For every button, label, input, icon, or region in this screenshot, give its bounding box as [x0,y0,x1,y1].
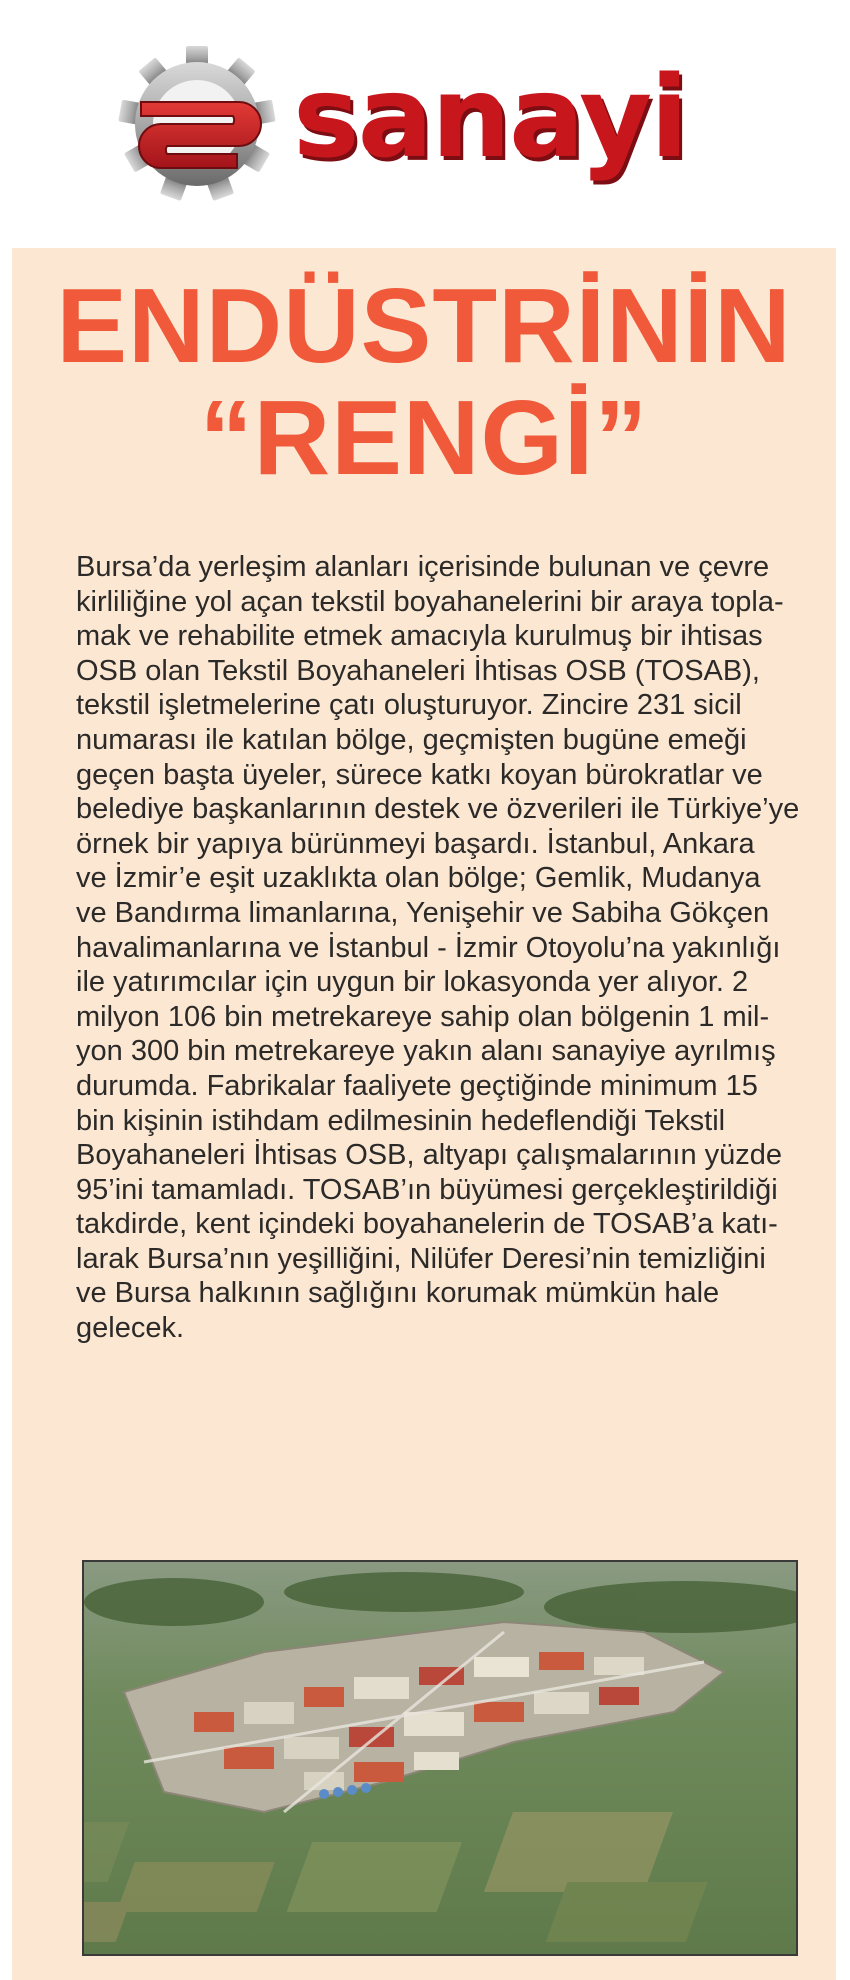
body-line: takdirde, kent içindeki boyahanelerin de TOSAB’a katı- [76,1208,778,1241]
body-line: gelecek. [76,1312,185,1345]
gear-s-logo-icon [115,42,280,207]
body-line: numarası ile katılan bölge, geçmişten bugüne emeği [76,723,747,756]
masthead [115,42,735,207]
body-line: yon 300 bin metrekareye yakın alanı sanayiye ayrılmış [76,1035,776,1068]
body-line: Bursa’da yerleşim alanları içerisinde bulunan ve çevre [76,551,770,583]
headline-line-1: ENDÜSTRİNİN [56,267,792,385]
article-body [76,550,800,1346]
body-line: kirliliğine yol açan tekstil boyahanelerini bir araya topla- [76,585,784,618]
brand-name: sanayi [293,53,687,183]
body-line: Boyahaneleri İhtisas OSB, altyapı çalışmalarının yüzde [76,1139,783,1172]
body-line: havalimanlarına ve İstanbul - İzmir Otoyolu’na yakınlığı [76,931,781,964]
body-line: durumda. Fabrikalar faaliyete geçtiğinde minimum 15 [76,1069,758,1102]
body-line: 95’ini tamamladı. TOSAB’ın büyümesi gerçekleştirildiği [76,1173,778,1206]
body-line: milyon 106 bin metrekareye sahip olan bölgenin 1 mil- [76,1000,770,1033]
body-line: OSB olan Tekstil Boyahaneleri İhtisas OSB (TOSAB), [76,654,760,687]
body-line: ve Bursa halkının sağlığını korumak mümkün hale [76,1277,720,1310]
body-line: geçen başta üyeler, sürece katkı koyan bürokratlar ve [76,758,763,791]
news-clipping [12,248,836,1980]
body-line: örnek bir yapıya bürünmeyi başardı. İstanbul, Ankara [76,827,755,860]
body-line: bin kişinin istihdam edilmesinin hedeflendiği Tekstil [76,1104,726,1137]
body-line: ile yatırımcılar için uygun bir lokasyonda yer alıyor. 2 [76,966,749,999]
body-line: mak ve rehabilite etmek amacıyla kurulmuş bir ihtisas [76,620,763,653]
body-line: belediye başkanlarının destek ve özverileri ile Türkiye’ye [76,793,800,826]
aerial-photo [82,1560,798,1956]
body-line: tekstil işletmelerine çatı oluşturuyor. Zincire 231 sicil [76,689,742,722]
body-line: ve İzmir’e eşit uzaklıkta olan bölge; Gemlik, Mudanya [76,862,761,895]
body-line: ve Bandırma limanlarına, Yenişehir ve Sabiha Gökçen [76,896,770,929]
headline-line-2: “RENGİ” [199,379,649,497]
headline [12,267,836,497]
body-line: larak Bursa’nın yeşilliğini, Nilüfer Deresi’nin temizliğini [76,1242,766,1275]
